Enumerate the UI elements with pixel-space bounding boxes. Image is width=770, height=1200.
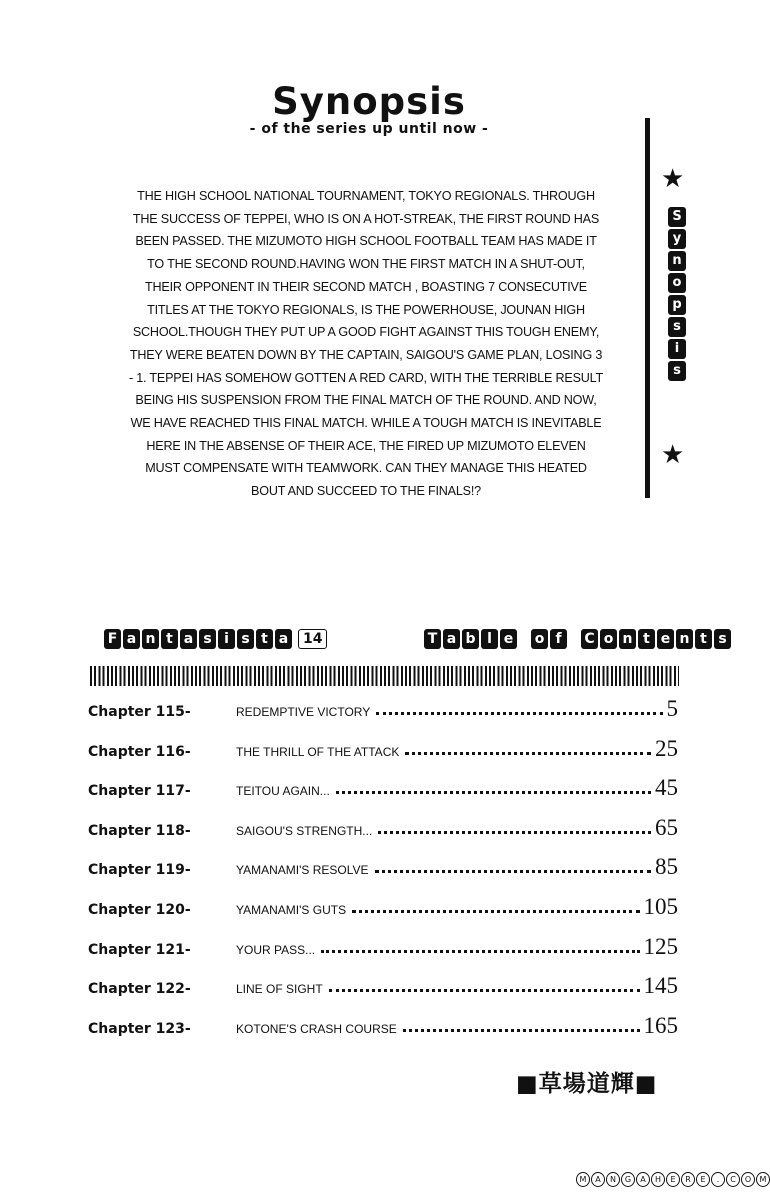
toc-heading-letter: t (695, 629, 712, 649)
toc-heading-letter: o (531, 629, 548, 649)
page-number: 165 (643, 1012, 678, 1038)
toc-heading-letter: s (714, 629, 731, 649)
page-number: 25 (655, 735, 678, 761)
chapter-number: Chapter 117- (88, 783, 191, 800)
page-number: 45 (655, 775, 678, 801)
dot-leader (405, 752, 651, 755)
page-number: 65 (655, 814, 678, 840)
page-number: 105 (643, 894, 678, 919)
side-label-letter: p (668, 295, 686, 315)
watermark-logo (576, 1172, 770, 1187)
chapter-number: Chapter 115- (88, 704, 191, 720)
series-title-letter: i (218, 629, 235, 649)
watermark-letter: R (681, 1172, 695, 1187)
watermark-letter: M (576, 1172, 590, 1187)
chapter-title: TEITOU AGAIN... (236, 784, 330, 799)
watermark-letter: O (741, 1172, 755, 1187)
watermark-letter: H (651, 1172, 665, 1187)
series-title-letter: t (161, 629, 178, 649)
chapter-title: YAMANAMI'S RESOLVE (236, 863, 369, 878)
series-title-letter: a (180, 629, 197, 649)
watermark-letter: E (666, 1172, 680, 1187)
dot-leader (352, 910, 639, 913)
watermark-letter: C (726, 1172, 740, 1187)
chapter-title: REDEMPTIVE VICTORY (236, 705, 371, 719)
chapter-number: Chapter 122- (88, 981, 191, 998)
side-label-letter: S (668, 207, 686, 227)
toc-heading-letter: l (481, 629, 498, 649)
page-number: 145 (643, 973, 678, 999)
side-label-letter: i (668, 339, 686, 359)
chapter-title: SAIGOU'S STRENGTH... (236, 823, 373, 838)
chapter-number: Chapter 116- (88, 743, 191, 760)
watermark-letter: G (621, 1172, 635, 1187)
toc-heading-letter: n (619, 629, 636, 649)
toc-heading-letter: n (676, 629, 693, 649)
chapter-title: LINE OF SIGHT (236, 982, 323, 997)
toc-row (88, 697, 678, 721)
barcode-divider (90, 666, 679, 686)
watermark-letter: . (711, 1172, 725, 1187)
side-label-letter: o (668, 273, 686, 293)
toc-row (88, 816, 678, 840)
series-title-letter: s (237, 629, 254, 649)
side-label-letter: s (668, 317, 686, 337)
side-label-letter: s (668, 361, 686, 381)
side-label-letter: y (668, 229, 686, 249)
star-icon: ★ (661, 440, 685, 470)
toc-row (88, 776, 678, 800)
toc-heading-letter: b (462, 629, 479, 649)
side-label-letter: n (668, 251, 686, 271)
synopsis-body: THE HIGH SCHOOL NATIONAL TOURNAMENT, TOKYO REGIONALS. THROUGH THE SUCCESS OF TEPPEI, WHO IS ON A HOT-STREAK, THE FIRST ROUND HAS BEEN PASSED. THE MIZUMOTO HIGH SCHOOL FOOTBALL TEAM HAS MADE IT TO THE SECOND ROUND.HAVING WON THE FIRST MATCH IN A SHUT-OUT, THEIR OPPONENT IN THEIR SECOND MATCH , BOASTING 7 CONSECUTIVE TITLES AT THE TOKYO REGIONALS, IS THE POWERHOUSE, JOUNAN HIGH SCHOOL.THOUGH THEY PUT UP A GOOD FIGHT AGAINST THIS TOUGH ENEMY, THEY WERE BEATEN DOWN BY THE CAPTAIN, SAIGOU'S GAME PLAN, LOSING 3 - 1. TEPPEI HAS SOMEHOW GOTTEN A RED CARD, WITH THE TERRIBLE RESULT BEING HIS SUSPENSION FROM THE FINAL MATCH OF THE ROUND. AND NOW, WE HAVE REACHED THIS FINAL MATCH. WHILE A TOUGH MATCH IS INEVITABLE HERE IN THE ABSENSE OF THEIR ACE, THE FIRED UP MIZUMOTO ELEVEN MUST COMPENSATE WITH TEAMWORK. CAN THEY MANAGE THIS HEATED BOUT AND SUCCEED TO THE FINALS!? (128, 189, 604, 499)
chapter-number: Chapter 118- (88, 822, 191, 839)
chapter-number: Chapter 121- (88, 941, 191, 958)
toc-row (88, 737, 678, 761)
word-spacer (569, 629, 579, 649)
synopsis-subtitle: - of the series up until now - (249, 121, 489, 137)
toc-heading-letter: T (424, 629, 441, 649)
series-title-letter: t (256, 629, 273, 649)
toc-row (88, 895, 678, 919)
series-volume-heading (104, 629, 327, 649)
toc-heading-letter: t (638, 629, 655, 649)
toc-row (88, 1014, 678, 1038)
watermark-letter: A (636, 1172, 650, 1187)
author-name: ■草場道輝■ (516, 1071, 658, 1097)
volume-number: 14 (298, 629, 327, 649)
dot-leader (378, 831, 651, 834)
synopsis-title: Synopsis (272, 80, 466, 123)
chapter-title: THE THRILL OF THE ATTACK (236, 744, 400, 759)
chapter-title: YOUR PASS... (236, 942, 316, 957)
page-number: 5 (666, 696, 678, 721)
side-divider-line (645, 118, 650, 498)
toc-row (88, 974, 678, 998)
toc-heading-letter: C (581, 629, 598, 649)
dot-leader (329, 989, 640, 992)
dot-leader (376, 712, 662, 715)
chapter-number: Chapter 119- (88, 862, 191, 879)
toc-heading-letter: e (500, 629, 517, 649)
dot-leader (375, 870, 651, 873)
star-icon: ★ (661, 164, 685, 194)
dot-leader (336, 791, 651, 794)
dot-leader (403, 1029, 640, 1032)
chapter-title: KOTONE'S CRASH COURSE (236, 1021, 397, 1036)
series-title-letter: a (275, 629, 292, 649)
toc-heading (424, 629, 731, 649)
watermark-letter: A (591, 1172, 605, 1187)
series-title-letter: s (199, 629, 216, 649)
series-title-letter: n (142, 629, 159, 649)
page-number: 85 (655, 854, 678, 880)
chapter-title: YAMANAMI'S GUTS (236, 903, 347, 917)
dot-leader (321, 950, 639, 953)
toc-heading-letter: a (443, 629, 460, 649)
toc-heading-letter: e (657, 629, 674, 649)
toc-row (88, 855, 678, 879)
chapter-number: Chapter 120- (88, 902, 191, 918)
toc-heading-letter: f (550, 629, 567, 649)
watermark-letter: N (606, 1172, 620, 1187)
toc-heading-letter: o (600, 629, 617, 649)
series-title-letter: F (104, 629, 121, 649)
watermark-letter: M (756, 1172, 770, 1187)
side-synopsis-label (668, 207, 686, 381)
toc-row (88, 935, 678, 959)
word-spacer (519, 629, 529, 649)
watermark-letter: E (696, 1172, 710, 1187)
page-number: 125 (643, 933, 678, 959)
chapter-number: Chapter 123- (88, 1020, 191, 1037)
series-title-letter: a (123, 629, 140, 649)
